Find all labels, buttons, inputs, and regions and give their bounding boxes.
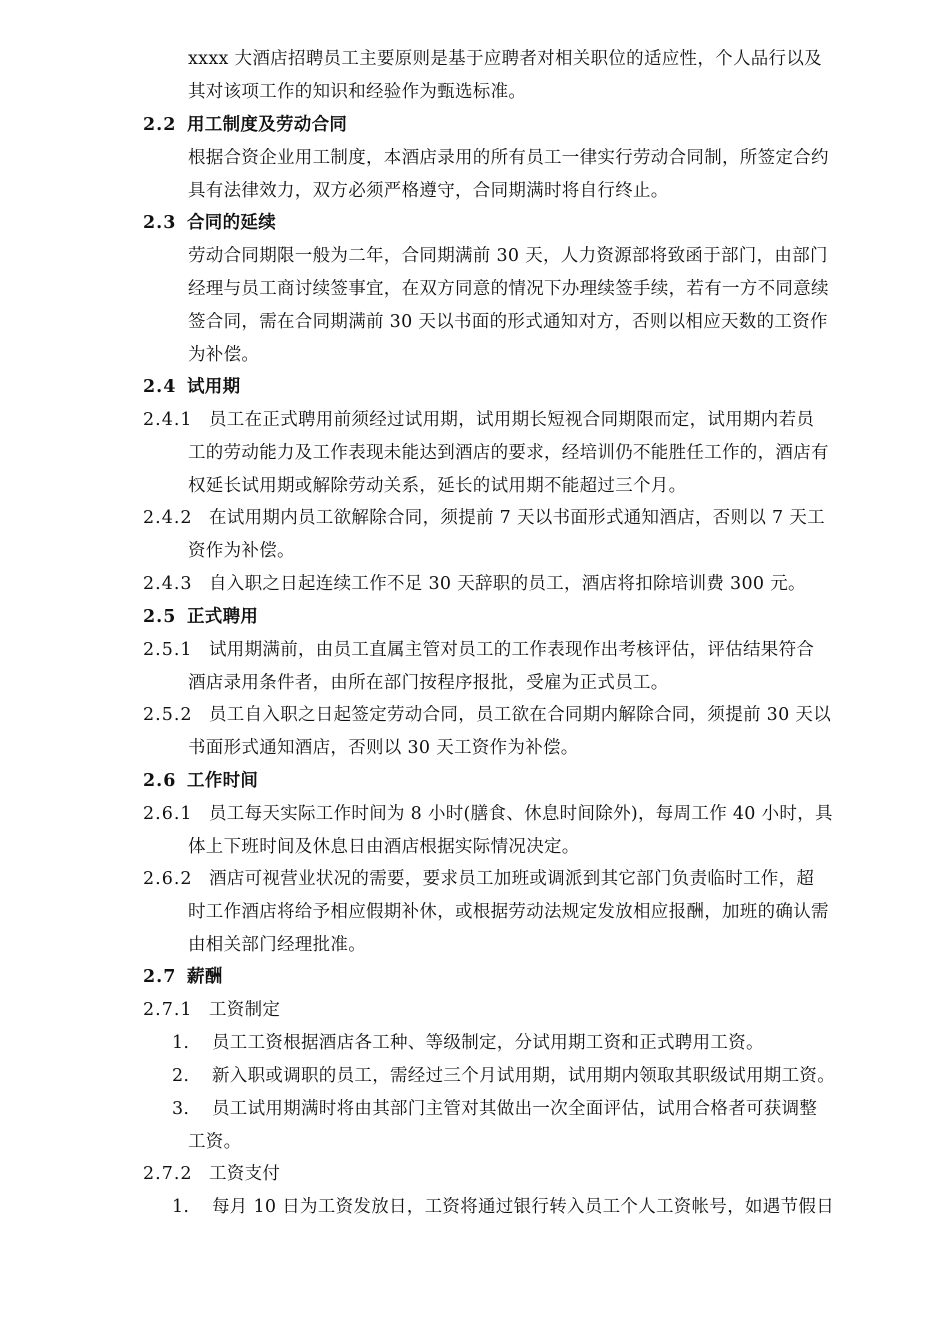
paragraph-line: 劳动合同期限一般为二年，合同期满前 30 天，人力资源部将致函于部门，由部门 xyxy=(188,246,828,266)
clause-2-4-1 xyxy=(143,408,814,432)
paragraph-line: 经理与员工商讨续签事宜，在双方同意的情况下办理续签手续，若有一方不同意续 xyxy=(188,279,829,299)
intro-line-1: xxxx 大酒店招聘员工主要原则是基于应聘者对相关职位的适应性，个人品行以及 xyxy=(188,49,822,69)
subsection-title: 工资制定 xyxy=(209,1000,281,1020)
paragraph-line: 体上下班时间及休息日由酒店根据实际情况决定。 xyxy=(188,837,580,857)
clause-number: 2.5.2 xyxy=(143,705,193,725)
section-title: 合同的延续 xyxy=(187,213,276,233)
clause-text: 员工在正式聘用前须经过试用期，试用期长短视合同期限而定，试用期内若员 xyxy=(209,410,815,430)
section-heading-2-4 xyxy=(143,375,240,399)
section-number: 2.2 xyxy=(143,115,177,135)
section-title: 薪酬 xyxy=(187,967,223,987)
section-title: 正式聘用 xyxy=(187,607,259,627)
list-text: 员工工资根据酒店各工种、等级制定，分试用期工资和正式聘用工资。 xyxy=(212,1033,764,1053)
clause-number: 2.6.1 xyxy=(143,804,193,824)
section-heading-2-7 xyxy=(143,965,223,989)
clause-text: 员工每天实际工作时间为 8 小时(膳食、休息时间除外)，每周工作 40 小时，具 xyxy=(209,804,833,824)
list-text: 新入职或调职的员工，需经过三个月试用期，试用期内领取其职级试用期工资。 xyxy=(212,1066,835,1086)
section-heading-2-5 xyxy=(143,605,258,629)
subsection-2-7-2 xyxy=(143,1162,280,1186)
paragraph-line: 资作为补偿。 xyxy=(188,541,295,561)
clause-text: 酒店可视营业状况的需要，要求员工加班或调派到其它部门负责临时工作，超 xyxy=(209,869,815,889)
clause-text: 在试用期内员工欲解除合同，须提前 7 天以书面形式通知酒店，否则以 7 天工 xyxy=(209,508,825,528)
section-heading-2-2 xyxy=(143,113,347,137)
clause-number: 2.6.2 xyxy=(143,869,193,889)
paragraph-line: 工的劳动能力及工作表现未能达到酒店的要求，经培训仍不能胜任工作的，酒店有 xyxy=(188,443,829,463)
section-number: 2.5 xyxy=(143,607,177,627)
clause-2-5-1 xyxy=(143,638,814,662)
clause-2-4-3 xyxy=(143,572,806,596)
paragraph-line: 为补偿。 xyxy=(188,345,260,365)
section-number: 2.7 xyxy=(143,967,177,987)
section-heading-2-6 xyxy=(143,769,258,793)
section-title: 试用期 xyxy=(187,377,241,397)
paragraph-line: 酒店录用条件者，由所在部门按程序报批，受雇为正式员工。 xyxy=(188,673,669,693)
section-title: 用工制度及劳动合同 xyxy=(187,115,348,135)
clause-2-5-2 xyxy=(143,703,831,727)
paragraph-line: 具有法律效力，双方必须严格遵守，合同期满时将自行终止。 xyxy=(188,181,669,201)
paragraph-line: 权延长试用期或解除劳动关系，延长的试用期不能超过三个月。 xyxy=(188,476,687,496)
paragraph-line: 时工作酒店将给予相应假期补休，或根据劳动法规定发放相应报酬，加班的确认需 xyxy=(188,902,829,922)
clause-text: 试用期满前，由员工直属主管对员工的工作表现作出考核评估，评估结果符合 xyxy=(209,640,815,660)
paragraph-line: 签合同，需在合同期满前 30 天以书面的形式通知对方，否则以相应天数的工资作 xyxy=(188,312,828,332)
section-number: 2.3 xyxy=(143,213,177,233)
clause-2-6-1 xyxy=(143,802,833,826)
intro-line-2: 其对该项工作的知识和经验作为甄选标准。 xyxy=(188,82,527,102)
list-number: 1. xyxy=(172,1033,190,1053)
clause-number: 2.4.1 xyxy=(143,410,193,430)
clause-text: 自入职之日起连续工作不足 30 天辞职的员工，酒店将扣除培训费 300 元。 xyxy=(209,574,806,594)
paragraph-line: 由相关部门经理批准。 xyxy=(188,935,366,955)
list-text: 员工试用期满时将由其部门主管对其做出一次全面评估，试用合格者可获调整 xyxy=(212,1099,818,1119)
clause-number: 2.7.1 xyxy=(143,1000,193,1020)
clause-text: 员工自入职之日起签定劳动合同，员工欲在合同期内解除合同，须提前 30 天以 xyxy=(209,705,831,725)
section-number: 2.6 xyxy=(143,771,177,791)
list-item xyxy=(172,1195,834,1219)
clause-2-6-2 xyxy=(143,867,814,891)
clause-number: 2.7.2 xyxy=(143,1164,193,1184)
subsection-title: 工资支付 xyxy=(209,1164,281,1184)
list-item xyxy=(172,1097,817,1121)
subsection-2-7-1 xyxy=(143,998,280,1022)
list-text: 每月 10 日为工资发放日，工资将通过银行转入员工个人工资帐号，如遇节假日 xyxy=(212,1197,834,1217)
list-item xyxy=(172,1064,835,1088)
list-number: 3. xyxy=(172,1099,190,1119)
section-title: 工作时间 xyxy=(187,771,259,791)
clause-number: 2.4.3 xyxy=(143,574,193,594)
list-item xyxy=(172,1031,764,1055)
paragraph-line: 书面形式通知酒店，否则以 30 天工资作为补偿。 xyxy=(188,738,579,758)
paragraph-line: 工资。 xyxy=(188,1132,242,1152)
paragraph-line: 根据合资企业用工制度，本酒店录用的所有员工一律实行劳动合同制，所签定合约 xyxy=(188,148,829,168)
list-number: 2. xyxy=(172,1066,190,1086)
clause-number: 2.5.1 xyxy=(143,640,193,660)
list-number: 1. xyxy=(172,1197,190,1217)
clause-number: 2.4.2 xyxy=(143,508,193,528)
clause-2-4-2 xyxy=(143,506,825,530)
section-heading-2-3 xyxy=(143,211,276,235)
section-number: 2.4 xyxy=(143,377,177,397)
